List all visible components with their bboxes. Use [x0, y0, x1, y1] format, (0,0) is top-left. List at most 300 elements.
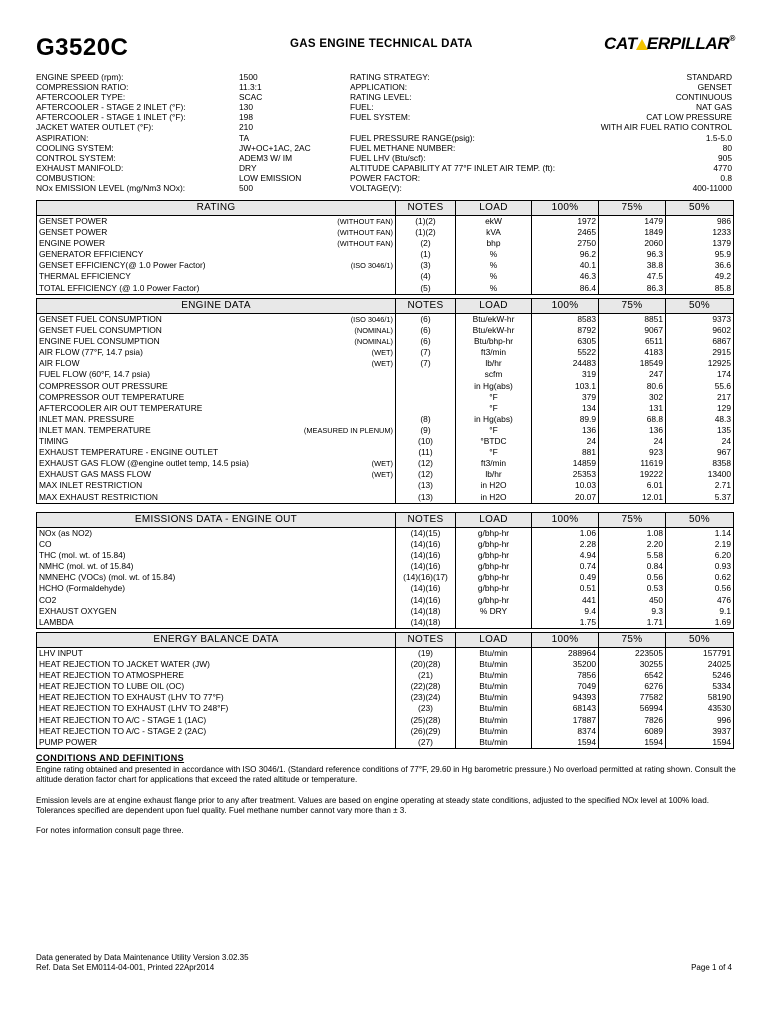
spec-right-row [350, 163, 732, 173]
row-unit: % [456, 271, 532, 282]
row-label: AFTERCOOLER AIR OUT TEMPERATURE [39, 402, 203, 413]
row-notes: (22)(28) [396, 681, 456, 692]
row-qualifier: (MEASURED IN PLENUM) [303, 425, 393, 435]
row-qualifier: (WITHOUT FAN) [337, 239, 393, 249]
row-value-75: 0.84 [599, 561, 666, 572]
row-notes: (14)(16)(17) [396, 572, 456, 583]
engine-data-table [36, 298, 733, 504]
table-row [37, 347, 734, 358]
row-value-100: 86.4 [532, 283, 599, 295]
row-unit: g/bhp-hr [456, 583, 532, 594]
row-label: HEAT REJECTION TO EXHAUST (LHV TO 77°F) [39, 692, 224, 703]
section-title: ENGINE DATA [37, 299, 396, 314]
spec-right-label: POWER FACTOR: [350, 172, 421, 183]
spec-left-label: COMPRESSION RATIO: [36, 82, 129, 93]
table-row [37, 381, 734, 392]
row-notes: (10) [396, 436, 456, 447]
row-value-50: 2.19 [666, 539, 734, 550]
row-label: CO2 [39, 594, 57, 605]
col-75-header: 75% [599, 513, 666, 528]
row-notes: (14)(16) [396, 550, 456, 561]
row-value-75: 68.8 [599, 414, 666, 425]
spec-right-value: WITH AIR FUEL RATIO CONTROL [600, 122, 732, 133]
row-value-50: 476 [666, 595, 734, 606]
row-label: EXHAUST GAS MASS FLOW [39, 469, 151, 480]
row-label-cell [37, 715, 396, 726]
row-label: CO [39, 539, 52, 550]
row-notes: (12) [396, 469, 456, 480]
col-notes-header: NOTES [396, 299, 456, 314]
spec-left-label: ASPIRATION: [36, 132, 89, 143]
row-value-75: 6542 [599, 670, 666, 681]
conditions-heading: CONDITIONS AND DEFINITIONS [36, 753, 185, 763]
row-unit: in Hg(abs) [456, 414, 532, 425]
spec-right-row [350, 133, 732, 143]
row-value-50: 9.1 [666, 606, 734, 617]
row-value-75: 77582 [599, 692, 666, 703]
spec-right-value: CAT LOW PRESSURE [646, 112, 732, 123]
row-value-50: 0.93 [666, 561, 734, 572]
row-value-100: 5522 [532, 347, 599, 358]
row-qualifier: (WET) [371, 459, 393, 469]
row-unit: % DRY [456, 606, 532, 617]
col-50-header: 50% [666, 513, 734, 528]
row-value-50: 1233 [666, 227, 734, 238]
spec-left-value: 130 [239, 102, 253, 113]
row-label-cell [37, 249, 396, 260]
page-number: Page 1 of 4 [691, 963, 732, 972]
row-value-100: 14859 [532, 458, 599, 469]
row-label: NOx (as NO2) [39, 528, 93, 538]
table-row [37, 238, 734, 249]
spec-left-label: ENGINE SPEED (rpm): [36, 72, 124, 82]
row-label-cell [37, 648, 396, 660]
spec-left-row [36, 163, 366, 173]
row-value-50: 6.20 [666, 550, 734, 561]
row-value-50: 2.71 [666, 480, 734, 491]
row-value-100: 2.28 [532, 539, 599, 550]
row-value-100: 2750 [532, 238, 599, 249]
row-value-50: 986 [666, 216, 734, 228]
row-value-100: 8792 [532, 325, 599, 336]
row-value-50: 1.14 [666, 528, 734, 540]
caterpillar-logo [604, 34, 735, 54]
row-unit: °BTDC [456, 436, 532, 447]
table-row [37, 369, 734, 380]
row-label: EXHAUST TEMPERATURE - ENGINE OUTLET [39, 447, 219, 458]
spec-right-label: APPLICATION: [350, 82, 408, 93]
row-value-100: 2465 [532, 227, 599, 238]
spec-right-value: GENSET [697, 82, 732, 93]
row-value-75: 11619 [599, 458, 666, 469]
table-row [37, 260, 734, 271]
spec-left-row [36, 143, 366, 153]
spec-right-value: 1.5-5.0 [705, 132, 732, 143]
row-notes: (5) [396, 283, 456, 295]
row-label-cell [37, 358, 396, 369]
col-75-header: 75% [599, 201, 666, 216]
emissions-table [36, 512, 733, 629]
row-label: EXHAUST GAS FLOW (@engine outlet temp, 14.5 psia) [39, 458, 249, 469]
row-label-cell [37, 480, 396, 491]
row-value-100: 134 [532, 403, 599, 414]
spec-left-label: AFTERCOOLER - STAGE 1 INLET (°F): [36, 112, 186, 123]
table-row [37, 271, 734, 282]
row-unit: Btu/min [456, 659, 532, 670]
row-value-100: 24483 [532, 358, 599, 369]
row-value-50: 157791 [666, 648, 734, 660]
row-value-100: 25353 [532, 469, 599, 480]
conditions-section [36, 753, 736, 846]
col-load-header: LOAD [456, 513, 532, 528]
row-value-100: 9.4 [532, 606, 599, 617]
row-label-cell [37, 528, 396, 540]
row-notes: (27) [396, 737, 456, 749]
row-notes: (25)(28) [396, 715, 456, 726]
col-notes-header: NOTES [396, 513, 456, 528]
table-row [37, 648, 734, 660]
row-value-100: 1.06 [532, 528, 599, 540]
row-value-75: 1.71 [599, 617, 666, 629]
row-qualifier: (WET) [371, 348, 393, 358]
row-value-50: 9373 [666, 314, 734, 326]
row-notes [396, 403, 456, 414]
row-value-75: 24 [599, 436, 666, 447]
row-label-cell [37, 561, 396, 572]
row-label: TIMING [39, 436, 69, 447]
spec-right-row [350, 122, 732, 132]
row-label: NMNEHC (VOCs) (mol. wt. of 15.84) [39, 572, 176, 583]
row-value-50: 12925 [666, 358, 734, 369]
table-row [37, 528, 734, 540]
row-label-cell [37, 369, 396, 380]
table-row [37, 283, 734, 295]
row-label-cell [37, 227, 396, 238]
table-row [37, 227, 734, 238]
row-label-cell [37, 392, 396, 403]
row-value-75: 9.3 [599, 606, 666, 617]
row-notes [396, 369, 456, 380]
row-value-75: 131 [599, 403, 666, 414]
row-value-100: 379 [532, 392, 599, 403]
row-value-75: 56994 [599, 703, 666, 714]
row-value-75: 8851 [599, 314, 666, 326]
row-qualifier: (WITHOUT FAN) [337, 217, 393, 226]
col-load-header: LOAD [456, 633, 532, 648]
row-unit: % [456, 283, 532, 295]
row-unit: Btu/min [456, 737, 532, 749]
row-value-100: 288964 [532, 648, 599, 660]
row-unit: Btu/min [456, 692, 532, 703]
row-label: COMPRESSOR OUT TEMPERATURE [39, 391, 185, 402]
row-value-100: 20.07 [532, 492, 599, 504]
row-value-100: 6305 [532, 336, 599, 347]
spec-left-label: COMBUSTION: [36, 172, 96, 183]
table-row [37, 392, 734, 403]
table-row [37, 595, 734, 606]
row-label: MAX INLET RESTRICTION [39, 480, 143, 491]
row-value-50: 8358 [666, 458, 734, 469]
spec-right-label: RATING LEVEL: [350, 92, 412, 103]
row-notes: (23)(24) [396, 692, 456, 703]
row-label-cell [37, 583, 396, 594]
row-value-75: 5.58 [599, 550, 666, 561]
section-title: RATING [37, 201, 396, 216]
row-label: HEAT REJECTION TO A/C - STAGE 2 (2AC) [39, 725, 207, 736]
row-notes: (14)(15) [396, 528, 456, 540]
row-value-75: 12.01 [599, 492, 666, 504]
row-label: THC (mol. wt. of 15.84) [39, 550, 126, 561]
row-value-75: 1849 [599, 227, 666, 238]
row-value-50: 24 [666, 436, 734, 447]
row-unit: Btu/bhp-hr [456, 336, 532, 347]
row-value-50: 1379 [666, 238, 734, 249]
row-label: LAMBDA [39, 616, 74, 627]
row-value-50: 49.2 [666, 271, 734, 282]
table-row [37, 414, 734, 425]
row-notes: (14)(18) [396, 606, 456, 617]
logo-text-left: CAT [604, 34, 637, 53]
row-value-100: 40.1 [532, 260, 599, 271]
col-notes-header: NOTES [396, 633, 456, 648]
table-row [37, 336, 734, 347]
row-label-cell [37, 325, 396, 336]
footer-line-1: Data generated by Data Maintenance Utility Version 3.02.35 [36, 953, 249, 962]
row-notes: (11) [396, 447, 456, 458]
row-label-cell [37, 414, 396, 425]
row-value-75: 923 [599, 447, 666, 458]
col-100-header: 100% [532, 201, 599, 216]
row-notes: (12) [396, 458, 456, 469]
energy-balance-table [36, 632, 733, 749]
row-value-100: 1594 [532, 737, 599, 749]
row-value-50: 36.6 [666, 260, 734, 271]
row-value-75: 302 [599, 392, 666, 403]
conditions-paragraph-2: Emission levels are at engine exhaust flange prior to any after treatment. Values are based on engine operating at steady state conditions, adjusted to the specified NOx level at 100% load. Tolerances specified are dependent upon fuel quality. Fuel methane number cannot vary more than ± 3. [36, 795, 709, 815]
row-unit: g/bhp-hr [456, 550, 532, 561]
row-notes: (2) [396, 238, 456, 249]
spec-left-value: 1500 [239, 72, 258, 82]
spec-right-row [350, 82, 732, 92]
spec-left-label: AFTERCOOLER TYPE: [36, 92, 126, 103]
spec-left-label: EXHAUST MANIFOLD: [36, 162, 124, 173]
table-row [37, 325, 734, 336]
col-load-header: LOAD [456, 299, 532, 314]
row-unit: bhp [456, 238, 532, 249]
spec-right-label: FUEL PRESSURE RANGE(psig): [350, 132, 475, 143]
table-row [37, 458, 734, 469]
spec-right-row [350, 112, 732, 122]
table-row [37, 726, 734, 737]
table-row [37, 469, 734, 480]
row-label: AIR FLOW [39, 358, 80, 369]
col-100-header: 100% [532, 633, 599, 648]
col-75-header: 75% [599, 299, 666, 314]
row-label: HEAT REJECTION TO A/C - STAGE 1 (1AC) [39, 714, 207, 725]
row-unit: ekW [456, 216, 532, 228]
row-qualifier: (NOMINAL) [354, 326, 393, 336]
row-qualifier: (WET) [371, 359, 393, 369]
rating-table [36, 200, 733, 295]
row-notes: (9) [396, 425, 456, 436]
spec-right-row [350, 92, 732, 102]
row-notes: (21) [396, 670, 456, 681]
row-label: GENSET FUEL CONSUMPTION [39, 314, 162, 324]
row-unit: Btu/ekW-hr [456, 314, 532, 326]
row-value-50: 48.3 [666, 414, 734, 425]
row-unit: g/bhp-hr [456, 528, 532, 540]
row-value-100: 7856 [532, 670, 599, 681]
row-qualifier: (NOMINAL) [354, 337, 393, 347]
row-unit: % [456, 260, 532, 271]
row-unit: in Hg(abs) [456, 381, 532, 392]
row-value-100: 881 [532, 447, 599, 458]
spec-right-row [350, 173, 732, 183]
spec-right-value: 80 [722, 142, 732, 153]
spec-right-row [350, 72, 732, 82]
table-row [37, 737, 734, 749]
row-value-50: 174 [666, 369, 734, 380]
row-value-50: 2915 [666, 347, 734, 358]
row-unit: % [456, 249, 532, 260]
row-value-75: 136 [599, 425, 666, 436]
section-title: EMISSIONS DATA - ENGINE OUT [37, 513, 396, 528]
row-value-75: 6511 [599, 336, 666, 347]
table-row [37, 561, 734, 572]
row-unit: °F [456, 447, 532, 458]
row-value-75: 2.20 [599, 539, 666, 550]
table-row [37, 539, 734, 550]
col-50-header: 50% [666, 299, 734, 314]
spec-left-value: JW+OC+1AC, 2AC [239, 142, 311, 153]
row-label-cell [37, 726, 396, 737]
conditions-paragraph-1: Engine rating obtained and presented in accordance with ISO 3046/1. (Standard reference conditions of 77°F, 29.60 in Hg barometric pressure.) No overload permitted at rating shown. Consult the altitude deration factor chart for applications that exceed the rated altitude or temperature. [36, 765, 736, 785]
spec-left-row [36, 102, 366, 112]
row-qualifier: (ISO 3046/1) [350, 261, 393, 271]
row-value-50: 0.62 [666, 572, 734, 583]
row-label-cell [37, 271, 396, 282]
row-label-cell [37, 436, 396, 447]
row-unit: g/bhp-hr [456, 539, 532, 550]
col-50-header: 50% [666, 201, 734, 216]
row-label: FUEL FLOW (60°F, 14.7 psia) [39, 369, 151, 380]
row-label-cell [37, 606, 396, 617]
row-value-75: 247 [599, 369, 666, 380]
row-label: ENGINE POWER [39, 238, 106, 249]
row-notes: (1)(2) [396, 227, 456, 238]
row-unit: Btu/min [456, 670, 532, 681]
spec-right-value: 400-11000 [692, 183, 732, 194]
row-label: HCHO (Formaldehyde) [39, 583, 126, 594]
row-value-50: 43530 [666, 703, 734, 714]
row-value-100: 46.3 [532, 271, 599, 282]
row-value-100: 136 [532, 425, 599, 436]
row-value-75: 2060 [599, 238, 666, 249]
spec-left-row [36, 133, 366, 143]
row-unit: ft3/min [456, 347, 532, 358]
row-unit: kVA [456, 227, 532, 238]
row-value-75: 1.08 [599, 528, 666, 540]
row-value-75: 38.8 [599, 260, 666, 271]
engine-model: G3520C [36, 34, 129, 61]
spec-left-row [36, 82, 366, 92]
row-notes: (19) [396, 648, 456, 660]
row-label: LHV INPUT [39, 648, 83, 658]
row-notes: (13) [396, 480, 456, 491]
row-label: GENSET POWER [39, 216, 108, 226]
row-notes: (6) [396, 336, 456, 347]
row-value-50: 3937 [666, 726, 734, 737]
table-row [37, 480, 734, 491]
row-value-100: 68143 [532, 703, 599, 714]
row-value-50: 5246 [666, 670, 734, 681]
row-unit: Btu/min [456, 726, 532, 737]
spec-right-row [350, 102, 732, 112]
spec-left-label: AFTERCOOLER - STAGE 2 INLET (°F): [36, 102, 186, 113]
table-row [37, 572, 734, 583]
row-label-cell [37, 703, 396, 714]
row-label-cell [37, 670, 396, 681]
table-row [37, 249, 734, 260]
row-value-75: 4183 [599, 347, 666, 358]
spec-right-value: CONTINUOUS [675, 92, 732, 103]
row-value-75: 6276 [599, 681, 666, 692]
row-label-cell [37, 550, 396, 561]
row-unit: lb/hr [456, 469, 532, 480]
spec-right-label: FUEL METHANE NUMBER: [350, 142, 456, 153]
table-row [37, 358, 734, 369]
row-notes: (14)(16) [396, 583, 456, 594]
row-label-cell [37, 238, 396, 249]
row-label-cell [37, 659, 396, 670]
table-row [37, 606, 734, 617]
row-value-100: 10.03 [532, 480, 599, 491]
spec-left-label: COOLING SYSTEM: [36, 142, 114, 153]
row-notes: (23) [396, 703, 456, 714]
logo-text-right: ERPILLAR [646, 34, 730, 53]
row-value-100: 319 [532, 369, 599, 380]
row-unit: g/bhp-hr [456, 595, 532, 606]
row-label-cell [37, 336, 396, 347]
row-label-cell [37, 458, 396, 469]
footer-info [36, 953, 249, 973]
row-label-cell [37, 260, 396, 271]
col-50-header: 50% [666, 633, 734, 648]
row-notes [396, 381, 456, 392]
row-notes: (6) [396, 314, 456, 326]
footer-line-2: Ref. Data Set EM0114-04-001, Printed 22Apr2014 [36, 963, 215, 972]
spec-left-row [36, 112, 366, 122]
row-value-75: 86.3 [599, 283, 666, 295]
row-value-75: 7826 [599, 715, 666, 726]
row-value-100: 1.75 [532, 617, 599, 629]
spec-left-value: DRY [239, 162, 257, 173]
row-notes: (26)(29) [396, 726, 456, 737]
row-notes: (8) [396, 414, 456, 425]
row-unit: °F [456, 392, 532, 403]
row-qualifier: (WET) [371, 470, 393, 480]
spec-left-label: JACKET WATER OUTLET (°F): [36, 122, 154, 133]
row-label-cell [37, 216, 396, 228]
row-value-100: 8583 [532, 314, 599, 326]
row-value-50: 5334 [666, 681, 734, 692]
row-value-75: 30255 [599, 659, 666, 670]
row-value-100: 441 [532, 595, 599, 606]
row-label-cell [37, 737, 396, 749]
spec-right-label: VOLTAGE(V): [350, 183, 402, 194]
spec-left-label: CONTROL SYSTEM: [36, 152, 116, 163]
row-label: NMHC (mol. wt. of 15.84) [39, 561, 134, 572]
